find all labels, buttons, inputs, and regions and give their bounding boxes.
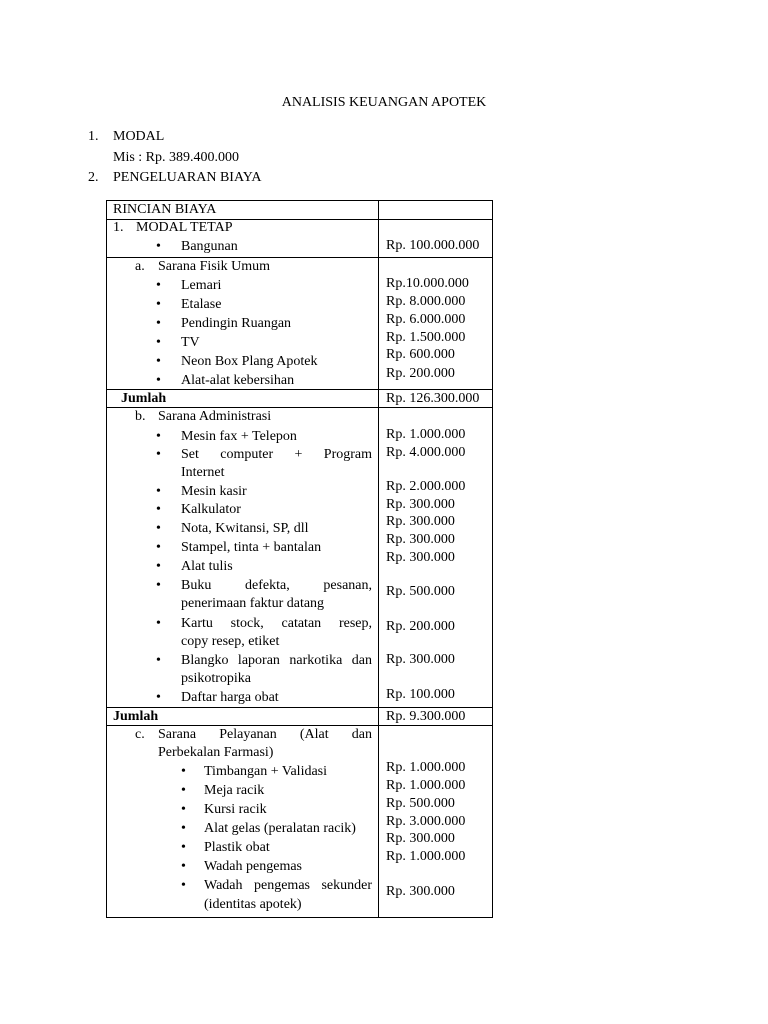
bullet-icon: • (181, 840, 186, 855)
item-label: Stampel, tinta + bantalan (181, 540, 322, 555)
item-value: Rp. 4.000.000 (386, 445, 466, 460)
section-number: 1. (88, 129, 99, 144)
bullet-icon: • (156, 578, 161, 593)
table-header: RINCIAN BIAYA (113, 202, 217, 217)
total-value: Rp. 126.300.000 (386, 391, 480, 406)
bullet-icon: • (181, 878, 186, 893)
subsection-heading: Sarana Administrasi (158, 409, 272, 424)
total-label: Jumlah (121, 391, 167, 406)
bullet-icon: • (156, 559, 161, 574)
item-value: Rp. 600.000 (386, 347, 455, 362)
document-title: ANALISIS KEUANGAN APOTEK (281, 95, 487, 110)
bullet-icon: • (156, 540, 161, 555)
bullet-icon: • (181, 859, 186, 874)
item-label: Bangunan (181, 239, 238, 254)
item-label: Nota, Kwitansi, SP, dll (181, 521, 309, 536)
bullet-icon: • (156, 484, 161, 499)
bullet-icon: • (156, 335, 161, 350)
bullet-icon: • (181, 821, 186, 836)
subsection-heading-cont: Perbekalan Farmasi) (158, 745, 274, 760)
subsection-letter: a. (135, 259, 145, 274)
item-label: Kursi racik (204, 802, 267, 817)
item-value: Rp. 1.000.000 (386, 760, 466, 775)
bullet-icon: • (156, 239, 161, 254)
item-value: Rp. 100.000 (386, 687, 455, 702)
bullet-icon: • (181, 783, 186, 798)
item-label: Meja racik (204, 783, 265, 798)
bullet-icon: • (156, 502, 161, 517)
item-label: Plastik obat (204, 840, 270, 855)
item-value: Rp. 100.000.000 (386, 238, 480, 253)
bullet-icon: • (156, 316, 161, 331)
item-value: Rp. 300.000 (386, 532, 455, 547)
modal-amount: Mis : Rp. 389.400.000 (113, 150, 240, 165)
bullet-icon: • (156, 429, 161, 444)
item-label-cont: psikotropika (181, 671, 251, 686)
item-value: Rp.10.000.000 (386, 276, 469, 291)
item-value: Rp. 1.000.000 (386, 778, 466, 793)
bullet-icon: • (156, 447, 161, 462)
item-value: Rp. 6.000.000 (386, 312, 466, 327)
item-label: Daftar harga obat (181, 690, 279, 705)
item-label: Set computer + Program (181, 447, 372, 462)
table-border-left (106, 200, 107, 918)
item-label: Wadah pengemas sekunder (204, 878, 372, 893)
subsection-heading: Sarana Pelayanan (Alat dan (158, 727, 372, 742)
item-label: Pendingin Ruangan (181, 316, 292, 331)
row-number: 1. (113, 220, 124, 235)
item-value: Rp. 300.000 (386, 514, 455, 529)
item-value: Rp. 1.500.000 (386, 330, 466, 345)
bullet-icon: • (181, 764, 186, 779)
subsection-heading: Sarana Fisik Umum (158, 259, 270, 274)
item-label: Mesin fax + Telepon (181, 429, 297, 444)
item-value: Rp. 3.000.000 (386, 814, 466, 829)
item-label: Kalkulator (181, 502, 241, 517)
item-value: Rp. 200.000 (386, 619, 455, 634)
table-column-divider (378, 200, 379, 918)
item-value: Rp. 500.000 (386, 796, 455, 811)
item-value: Rp. 1.000.000 (386, 849, 466, 864)
item-value: Rp. 200.000 (386, 366, 455, 381)
item-label: Blangko laporan narkotika dan (181, 653, 372, 668)
item-label: Alat gelas (peralatan racik) (204, 821, 356, 836)
item-label: Alat-alat kebersihan (181, 373, 295, 388)
cost-table (106, 200, 493, 918)
subsection-letter: b. (135, 409, 146, 424)
section-heading-pengeluaran: PENGELUARAN BIAYA (113, 170, 262, 185)
item-value: Rp. 1.000.000 (386, 427, 466, 442)
item-value: Rp. 500.000 (386, 584, 455, 599)
section-number: 2. (88, 170, 99, 185)
table-border-right (492, 200, 493, 918)
item-value: Rp. 300.000 (386, 497, 455, 512)
item-label: Neon Box Plang Apotek (181, 354, 318, 369)
bullet-icon: • (156, 297, 161, 312)
bullet-icon: • (181, 802, 186, 817)
item-value: Rp. 2.000.000 (386, 479, 466, 494)
item-value: Rp. 300.000 (386, 550, 455, 565)
table-rule (106, 917, 493, 918)
item-label-cont: penerimaan faktur datang (181, 596, 325, 611)
bullet-icon: • (156, 653, 161, 668)
bullet-icon: • (156, 373, 161, 388)
bullet-icon: • (156, 278, 161, 293)
item-value: Rp. 8.000.000 (386, 294, 466, 309)
item-label-cont: (identitas apotek) (204, 897, 302, 912)
item-value: Rp. 300.000 (386, 831, 455, 846)
item-value: Rp. 300.000 (386, 652, 455, 667)
total-value: Rp. 9.300.000 (386, 709, 466, 724)
modal-tetap-heading: MODAL TETAP (136, 220, 233, 235)
subsection-letter: c. (135, 727, 145, 742)
item-label-cont: copy resep, etiket (181, 634, 280, 649)
item-label: Mesin kasir (181, 484, 247, 499)
item-label: Buku defekta, pesanan, (181, 578, 372, 593)
bullet-icon: • (156, 354, 161, 369)
bullet-icon: • (156, 616, 161, 631)
item-label: Wadah pengemas (204, 859, 302, 874)
item-label: Kartu stock, catatan resep, (181, 616, 372, 631)
section-heading-modal: MODAL (113, 129, 165, 144)
item-label: TV (181, 335, 200, 350)
bullet-icon: • (156, 690, 161, 705)
total-label: Jumlah (113, 709, 159, 724)
item-label: Timbangan + Validasi (204, 764, 328, 779)
item-label: Alat tulis (181, 559, 233, 574)
item-label: Lemari (181, 278, 222, 293)
item-label: Etalase (181, 297, 222, 312)
item-value: Rp. 300.000 (386, 884, 455, 899)
item-label-cont: Internet (181, 465, 225, 480)
bullet-icon: • (156, 521, 161, 536)
